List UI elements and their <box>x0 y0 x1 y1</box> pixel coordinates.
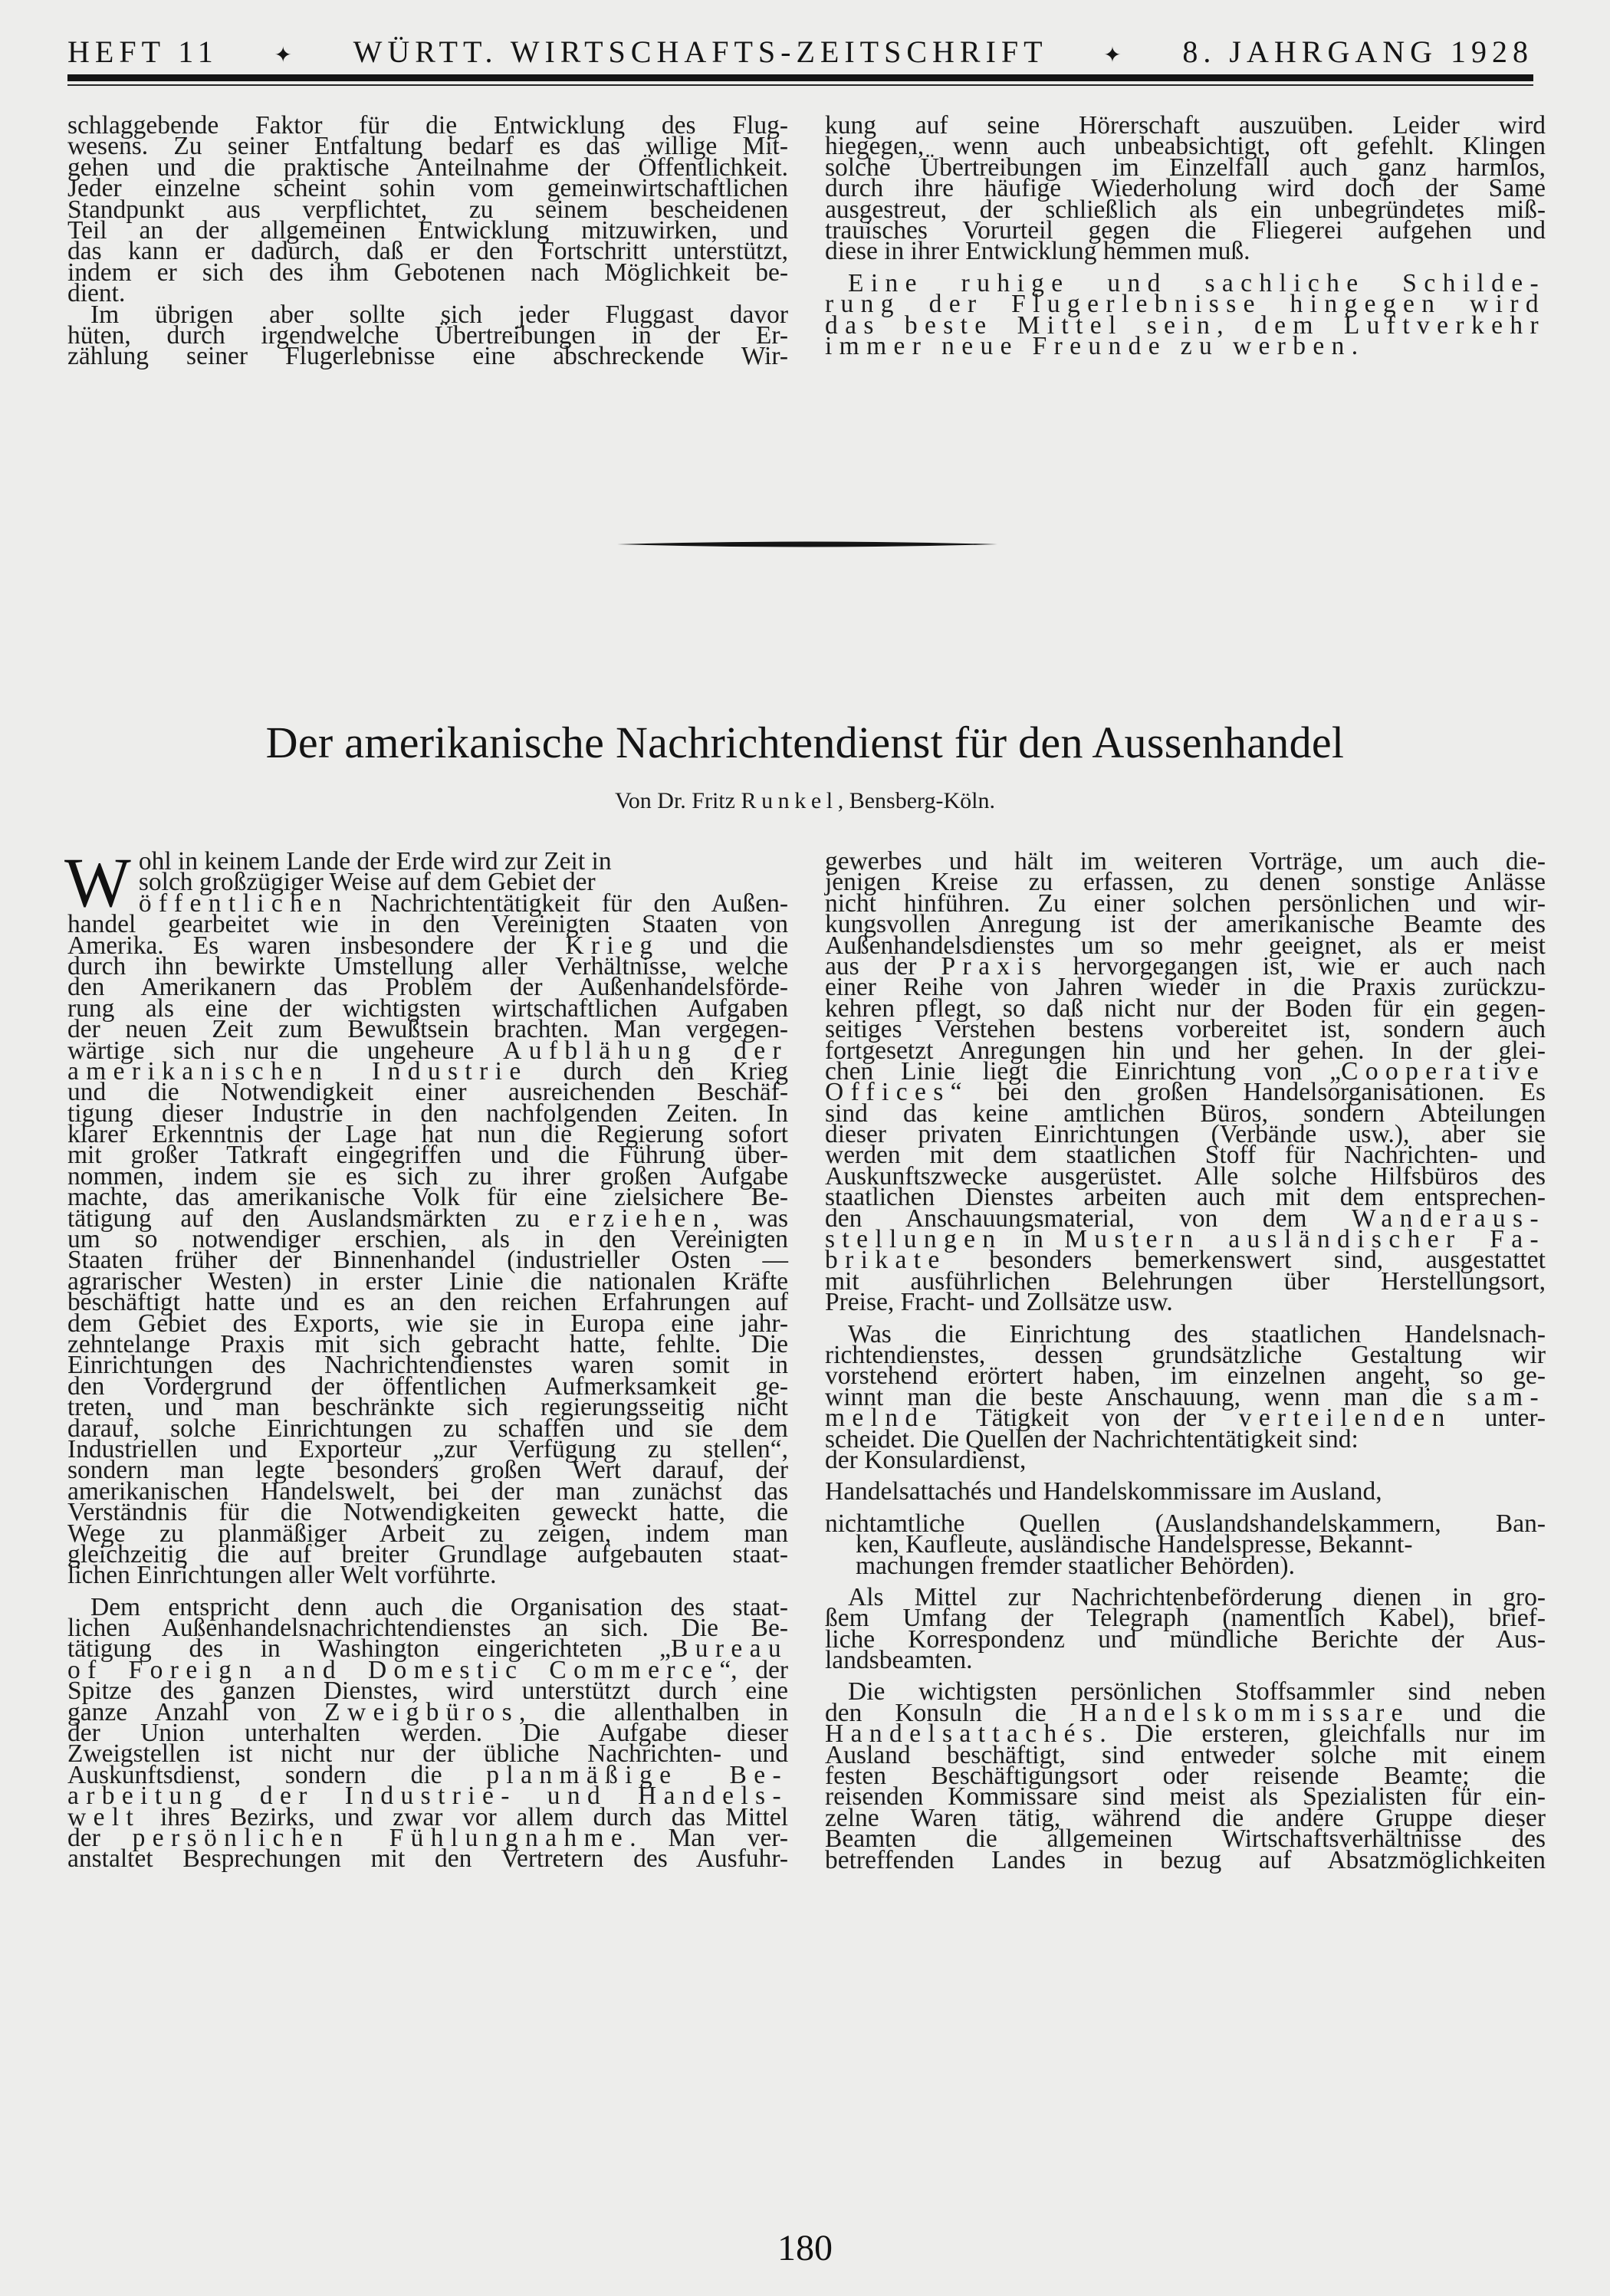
text-segment: scheidet. Die Quellen der Nachrichtentätigkeit sind: <box>825 1424 1359 1453</box>
text-segment: aus der <box>825 951 941 980</box>
text-segment: solch großzügiger Weise auf dem Gebiet der <box>138 868 596 897</box>
emphasized-text: erziehen <box>568 1204 713 1233</box>
emphasized-text: Handelskommissare <box>1079 1698 1410 1727</box>
text-segment: beschäftigt hatte und es an den reichen Erfahrungen auf <box>67 1288 788 1317</box>
text-segment: handel gearbeitet wie in den Vereinigten Staaten von <box>67 910 788 939</box>
journal-name: WÜRTT. WIRTSCHAFTS-ZEITSCHRIFT <box>353 34 1048 69</box>
text-segment: sind das keine amtlichen Büros, sondern Abteilungen <box>825 1099 1546 1128</box>
text-segment: der Konsulardienst, <box>825 1445 1027 1474</box>
text-segment: Beamten die allgemeinen Wirtschaftsverhältnisse des <box>825 1825 1546 1854</box>
section-divider-ornament <box>617 540 997 549</box>
drop-cap: W <box>64 843 131 921</box>
emphasized-text: arbeitung der Industrie- und Handels- <box>67 1782 788 1811</box>
text-segment: klarer Erkenntnis der Lage hat nun die Regierung sofort <box>67 1120 788 1149</box>
emphasized-text: sam- <box>1467 1382 1546 1411</box>
text-segment: Nachrichtentätigkeit für den Außen- <box>348 889 788 918</box>
text-segment: indem er sich des ihm Gebotenen nach Möglichkeit be- <box>67 258 788 287</box>
emphasized-text: Handelsattachés <box>825 1720 1100 1749</box>
text-segment: lichen Einrichtungen aller Welt vorführte. <box>67 1561 497 1590</box>
text-segment: zehntelange Praxis mit sich gebracht hatte, fehlte. Die <box>67 1329 788 1358</box>
text-segment: Verständnis für die Notwendigkeiten geweckt hatte, die <box>67 1498 788 1527</box>
text-segment: rung als eine der wichtigsten wirtschaftlichen Aufgaben <box>67 994 788 1023</box>
running-head <box>67 34 1533 70</box>
text-line <box>825 1845 1546 1874</box>
text-segment: tätigung auf den Auslandsmärkten zu <box>67 1204 569 1233</box>
text-segment: Außenhandelsdienstes um so mehr geeignet, als er meist <box>825 931 1546 960</box>
text-segment: durch ihre häufige Wiederholung wird doch der Same <box>825 174 1546 203</box>
text-segment: Jeder einzelne scheint sohin vom gemeinwirtschaftlichen <box>67 174 788 203</box>
text-segment: ihres Bezirks, und zwar vor allem durch das Mittel <box>140 1802 788 1831</box>
previous-article-left-column <box>67 111 788 371</box>
text-segment: . Die ersteren, gleichfalls nur im <box>1099 1720 1546 1749</box>
text-segment: hiegegen, wenn auch unbeabsichtigt, oft gefehlt. Klingen <box>825 132 1546 161</box>
text-segment: ausgestreut, der schließlich als ein unbegründetes miß- <box>825 195 1546 224</box>
text-segment: dem Gebiet des Exports, wie sie in Europa eine jahr- <box>67 1309 788 1338</box>
text-segment: kehren pflegt, so daß nicht nur der Boden für ein gegen- <box>825 994 1546 1023</box>
text-segment: lichen Außenhandelsnachrichtendienstes an sich. Die Be- <box>67 1614 788 1643</box>
text-segment: gehen und die praktische Anteilnahme der Öffentlichkeit. <box>67 153 788 182</box>
text-segment: Teil an der allgemeinen Entwicklung mitzuwirken, und <box>67 215 788 245</box>
text-segment: in <box>1002 1225 1065 1254</box>
emphasized-text: Zweigbüros <box>324 1697 519 1726</box>
text-segment: festen Beschäftigungsort oder reisende Beamte; die <box>825 1762 1546 1791</box>
text-segment: Im übrigen aber sollte sich jeder Fluggast davor <box>90 300 788 329</box>
text-segment: gewerbes und hält im weiteren Vorträge, um auch die- <box>825 847 1546 875</box>
emphasized-text: Krieg <box>565 931 660 960</box>
text-segment: fortgesetzt Anregungen hin und her gehen. In der glei- <box>825 1036 1546 1065</box>
text-segment: nicht hinführen. Zu einer solchen persönlichen und wir- <box>825 889 1546 918</box>
text-segment: winnt man die beste Anschauung, wenn man die <box>825 1382 1467 1411</box>
text-segment: Die wichtigsten persönlichen Stoffsammler sind neben <box>848 1677 1546 1706</box>
text-segment: Als Mittel zur Nachrichtenbeförderung dienen in gro- <box>848 1582 1546 1611</box>
text-segment: besonders bemerkenswert sind, ausgestattet <box>946 1246 1546 1275</box>
ornament-separator-icon: ✦ <box>274 44 297 67</box>
emphasized-text: Wanderaus- <box>1352 1204 1546 1233</box>
text-segment: vorstehend erörtert haben, im einzelnen angeht, so ge- <box>825 1362 1546 1391</box>
text-segment: seitiges Verstehen bestens vorbereitet ist, sondern auch <box>825 1015 1546 1044</box>
text-segment: Preise, Fracht- und Zollsätze usw. <box>825 1288 1173 1317</box>
text-segment: schlaggebende Faktor für die Entwicklung des Flug- <box>67 111 788 140</box>
text-segment: staatlichen Dienstes arbeiten auch mit dem entsprechen- <box>825 1183 1546 1212</box>
text-segment: “, der <box>719 1655 788 1684</box>
text-segment: den Vordergrund der öffentlichen Aufmerksamkeit ge- <box>67 1371 788 1401</box>
text-segment: solche Übertreibungen im Einzelfall auch ganz harmlos, <box>825 153 1546 182</box>
text-segment: und die <box>1409 1698 1546 1727</box>
text-segment: amerikanischen Handelswelt, bei der man zunächst das <box>67 1476 788 1506</box>
previous-article-right-column <box>825 111 1546 360</box>
text-line <box>67 342 788 371</box>
page-number: 180 <box>777 2228 833 2268</box>
text-segment: reisenden Kommissare sind meist als Spezialisten für ein- <box>825 1782 1546 1812</box>
text-segment: Staaten früher der Binnenhandel (industrieller Osten — <box>67 1246 788 1275</box>
text-segment: Auskunftsdienst, sondern die <box>67 1760 487 1789</box>
text-segment: tigung dieser Industrie in den nachfolgenden Zeiten. In <box>67 1099 788 1128</box>
text-segment: Amerika. Es waren insbesondere der <box>67 931 566 960</box>
byline-prefix: Von Dr. Fritz <box>615 788 741 813</box>
text-segment: machungen fremder staatlicher Behörden). <box>856 1551 1295 1580</box>
text-segment: Dem entspricht denn auch die Organisation des staat- <box>90 1592 788 1621</box>
emphasized-text: persönlichen Fühlungnahme <box>132 1823 630 1852</box>
text-segment: der neuen Zeit zum Bewußtsein brachten. Man vergegen- <box>67 1015 788 1044</box>
emphasized-text: Eine ruhige und sachliche Schilde- <box>848 268 1546 297</box>
text-segment: diese in ihrer Entwicklung hemmen muß. <box>825 237 1250 266</box>
emphasized-text: Offices <box>825 1078 951 1107</box>
text-segment: , was <box>712 1204 788 1233</box>
text-segment: der Union unterhalten werden. Die Aufgabe dieser <box>67 1719 788 1748</box>
text-segment: um so notwendiger erschien, als in den Vereinigten <box>67 1225 788 1254</box>
text-segment: trauisches Vorurteil gegen die Fliegerei aufgehen und <box>825 215 1546 245</box>
text-segment: betreffenden Landes in bezug auf Absatzmöglichkeiten <box>825 1845 1546 1874</box>
emphasized-text: stellungen <box>825 1225 1003 1254</box>
text-segment: agrarischer Westen) in erster Linie die nationalen Kräfte <box>67 1266 788 1296</box>
text-segment: wesens. Zu seiner Entfaltung bedarf es das willige Mit- <box>67 132 788 161</box>
text-segment: wärtige sich nur die ungeheure <box>67 1036 504 1065</box>
emphasized-text: rung der Flugerlebnisse hingegen wird <box>825 290 1546 319</box>
text-segment: Was die Einrichtung des staatlichen Handelsnach- <box>848 1319 1546 1348</box>
text-segment: und die <box>659 931 788 960</box>
text-segment: Einrichtungen des Nachrichtendienstes waren somit in <box>67 1351 788 1380</box>
text-segment: einer Reihe von Jahren wieder in die Praxis zurückzu- <box>825 973 1546 1002</box>
text-segment: dient. <box>67 279 126 308</box>
text-segment: werden mit dem staatlichen Stoff für Nachrichten- und <box>825 1141 1546 1170</box>
text-segment: durch den Krieg <box>527 1056 788 1086</box>
header-rule-thin <box>67 84 1533 86</box>
text-segment: machte, das amerikanische Volk für eine zielsichere Be- <box>67 1183 788 1212</box>
emphasized-text: melnde <box>825 1404 944 1433</box>
text-segment: Industriellen und Exporteur „zur Verfügung zu stellen“, <box>67 1434 788 1463</box>
issue-number: HEFT 11 <box>67 34 219 69</box>
text-segment: durch ihn bewirkte Umstellung aller Verhältnisse, welche <box>67 951 788 980</box>
text-segment: den Konsuln die <box>825 1698 1079 1727</box>
text-segment: der <box>67 1823 133 1852</box>
emphasized-text: planmäßige Be- <box>486 1760 788 1789</box>
emphasized-text: Aufblähung der <box>503 1036 789 1065</box>
emphasized-text: das beste Mittel sein, dem Luftverkehr <box>825 310 1546 340</box>
text-segment: ßem Umfang der Telegraph (namentlich Kabel), brief- <box>825 1604 1546 1633</box>
text-segment: hüten, durch irgendwelche Übertreibungen in der Er- <box>67 320 788 350</box>
text-segment: jenigen Kreise zu erfassen, zu denen sonstige Anlässe <box>825 868 1546 897</box>
byline <box>0 788 1610 814</box>
text-segment: “ bei den großen Handelsorganisationen. Es <box>950 1078 1546 1107</box>
text-segment: sondern man legte besonders großen Wert darauf, der <box>67 1456 788 1485</box>
text-segment: gleichzeitig die auf breiter Grundlage aufgebauten staat- <box>67 1539 788 1568</box>
text-line <box>825 1477 1546 1506</box>
article-title: Der amerikanische Nachrichtendienst für den Aussenhandel <box>265 718 1345 767</box>
text-segment: den Anschauungsmaterial, von dem <box>825 1204 1352 1233</box>
emphasized-text: öffentlichen <box>138 889 349 918</box>
text-segment: Spitze des ganzen Dienstes, wird unterstützt durch eine <box>67 1677 788 1706</box>
text-segment: treten, und man beschränkte sich regierungsseitig nicht <box>67 1393 788 1422</box>
emphasized-text: Mustern ausländischer Fa- <box>1064 1225 1546 1254</box>
emphasized-text: immer neue Freunde zu werben. <box>825 331 1365 360</box>
author-name: Runkel <box>741 788 838 813</box>
text-segment: nommen, indem sie es sich zu ihrer großen Aufgabe <box>67 1161 788 1191</box>
volume-year: 8. JAHRGANG 1928 <box>1182 34 1533 69</box>
emphasized-text: verteilenden <box>1238 1404 1452 1433</box>
text-line <box>825 1551 1546 1580</box>
text-segment: zählung seiner Flugerlebnisse eine abschreckende Wir- <box>67 342 788 371</box>
byline-suffix: , Bensberg-Köln. <box>837 788 995 813</box>
text-segment: Tätigkeit von der <box>943 1404 1239 1433</box>
text-segment: chen Linie liegt die Einrichtung von „ <box>825 1056 1342 1086</box>
text-segment: darauf, solche Einrichtungen zu schaffen und sie dem <box>67 1414 788 1443</box>
text-segment: mit ausführlichen Belehrungen über Herstellungsort, <box>825 1266 1546 1296</box>
emphasized-text: Bureau <box>670 1634 788 1664</box>
text-segment: hervorgegangen ist, wie er auch nach <box>1048 951 1546 980</box>
text-segment: dieser privaten Einrichtungen (Verbände usw.), aber sie <box>825 1120 1546 1149</box>
text-segment: Auskunftszwecke ausgerüstet. Alle solche Hilfsbüros des <box>825 1161 1546 1191</box>
text-segment: Zweigstellen ist nicht nur der übliche Nachrichten- und <box>67 1739 788 1769</box>
header-rule-thick <box>67 74 1533 81</box>
text-line <box>67 258 788 287</box>
text-segment: das kann er dadurch, daß er den Fortschritt unterstützt, <box>67 237 788 266</box>
text-segment: anstaltet Besprechungen mit den Vertretern des Ausfuhr- <box>67 1844 788 1874</box>
text-segment: ken, Kaufleute, ausländische Handelspresse, Bekannt- <box>856 1530 1413 1559</box>
text-segment: liche Korrespondenz und mündliche Berichte der Aus- <box>825 1624 1546 1654</box>
emphasized-text: Cooperative <box>1341 1056 1546 1086</box>
text-segment: nichtamtliche Quellen (Auslandshandelskammern, Ban- <box>825 1509 1546 1538</box>
emphasized-text: amerikanischen Industrie <box>67 1056 528 1086</box>
emphasized-text: brikate <box>825 1246 947 1275</box>
text-segment: , die allenthalben in <box>519 1697 788 1726</box>
emphasized-text: Praxis <box>941 951 1049 980</box>
text-segment: tätigung des in Washington eingerichteten „ <box>67 1634 671 1664</box>
article-left-column <box>64 843 789 1874</box>
text-segment: Handelsattachés und Handelskommissare im Ausland, <box>825 1477 1382 1506</box>
text-segment: mit großer Tatkraft eingegriffen und die Führung über- <box>67 1141 788 1170</box>
article-right-column <box>825 847 1546 1874</box>
ornament-separator-icon: ✦ <box>1103 44 1127 67</box>
emphasized-text: of Foreign and Domestic Commerce <box>67 1655 720 1684</box>
text-segment: ohl in keinem Lande der Erde wird zur Zeit in <box>138 847 612 875</box>
text-segment: Ausland beschäftigt, sind entweder solche mit einem <box>825 1740 1546 1769</box>
text-segment: und die Notwendigkeit einer ausreichenden Beschäf- <box>67 1078 788 1107</box>
text-segment: zelne Waren tätig, während die andere Gruppe dieser <box>825 1803 1546 1832</box>
text-segment: unter- <box>1451 1404 1546 1433</box>
text-segment: landsbeamten. <box>825 1646 973 1675</box>
text-line <box>67 1844 788 1874</box>
text-segment: richtendienstes, dessen grundsätzliche Gestaltung wir <box>825 1340 1546 1369</box>
text-segment: den Amerikanern das Problem der Außenhandelsförde- <box>67 973 788 1002</box>
text-segment: kung auf seine Hörerschaft auszuüben. Leider wird <box>825 111 1546 140</box>
text-segment: Standpunkt aus verpflichtet, zu seinem bescheidenen <box>67 195 788 224</box>
emphasized-text: welt <box>67 1802 141 1831</box>
text-segment: . Man ver- <box>629 1823 788 1852</box>
text-segment: kungsvollen Anregung ist der amerikanische Beamte des <box>825 910 1546 939</box>
text-segment: ganze Anzahl von <box>67 1697 325 1726</box>
text-segment: Wege zu planmäßiger Arbeit zu zeigen, indem man <box>67 1519 788 1548</box>
